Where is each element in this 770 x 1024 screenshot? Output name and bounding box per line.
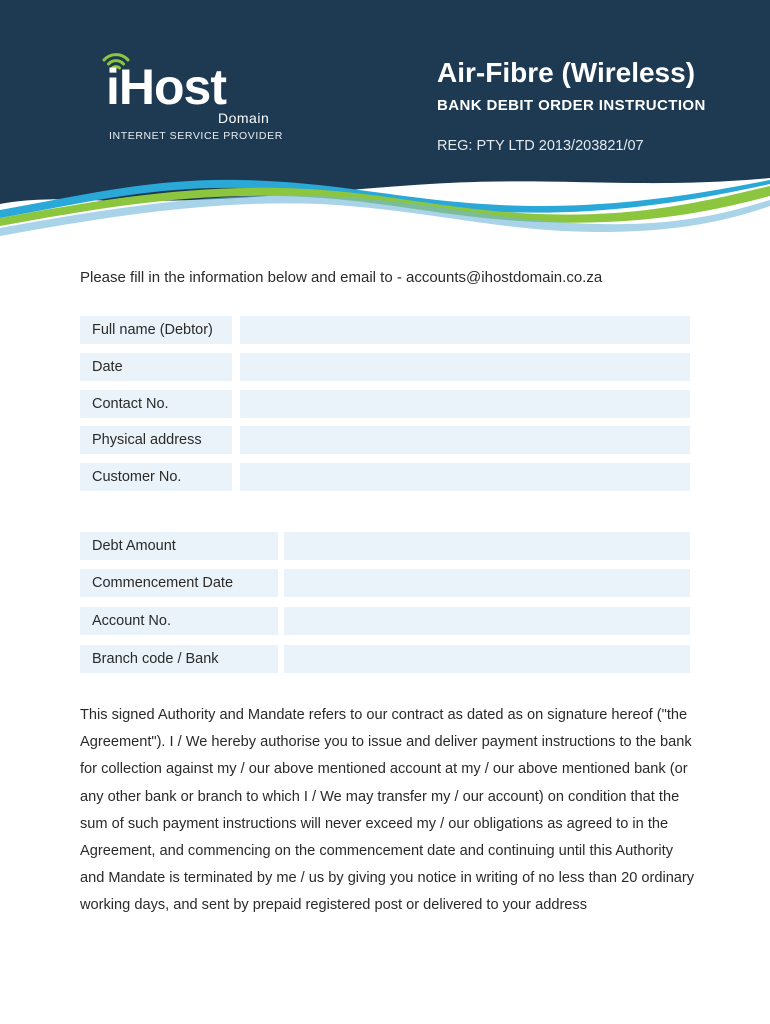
branch-code-input[interactable] bbox=[284, 645, 690, 673]
field-label: Full name (Debtor) bbox=[80, 316, 232, 344]
company-logo bbox=[100, 50, 290, 150]
full-name-input[interactable] bbox=[240, 316, 690, 344]
form-title: Air-Fibre (Wireless) bbox=[437, 57, 696, 88]
field-label: Commencement Date bbox=[80, 569, 278, 597]
field-label: Branch code / Bank bbox=[80, 645, 278, 673]
registration-number: REG: PTY LTD 2013/203821/07 bbox=[437, 138, 644, 154]
logo-sub: Domain bbox=[218, 110, 270, 126]
logo-name: iHost bbox=[106, 59, 226, 115]
physical-address-input[interactable] bbox=[240, 426, 690, 454]
contact-no-input[interactable] bbox=[240, 390, 690, 418]
account-no-input[interactable] bbox=[284, 607, 690, 635]
field-label: Contact No. bbox=[80, 390, 232, 418]
intro-text: Please fill in the information below and email to - accounts@ihostdomain.co.za bbox=[80, 269, 603, 286]
logo-tagline: INTERNET SERVICE PROVIDER bbox=[109, 130, 283, 142]
field-label: Date bbox=[80, 353, 232, 381]
date-input[interactable] bbox=[240, 353, 690, 381]
customer-no-input[interactable] bbox=[240, 463, 690, 491]
mandate-paragraph: This signed Authority and Mandate refers to our contract as dated as on signature hereof ("the Agreement"). I / We hereby authorise you to issue and deliver payment instructions to the bank for collection against my / our above mentioned account at my / our above mentioned bank (or any other bank or branch to which I / We may transfer my / our account) on condition that the sum of such payment instructions will never exceed my / our obligations as agreed to in the Agreement, and commencing on the commencement date and continuing until this Authority and Mandate is terminated by me / us by giving you notice in writing of no less than 20 ordinary working days, and sent by prepaid registered post or delivered to your address bbox=[80, 707, 695, 914]
field-label: Physical address bbox=[80, 426, 232, 454]
form-subtitle: BANK DEBIT ORDER INSTRUCTION bbox=[437, 97, 706, 114]
field-label: Debt Amount bbox=[80, 532, 278, 560]
header-banner bbox=[0, 0, 770, 240]
field-label: Customer No. bbox=[80, 463, 232, 491]
commencement-date-input[interactable] bbox=[284, 569, 690, 597]
field-label: Account No. bbox=[80, 607, 278, 635]
debt-amount-input[interactable] bbox=[284, 532, 690, 560]
